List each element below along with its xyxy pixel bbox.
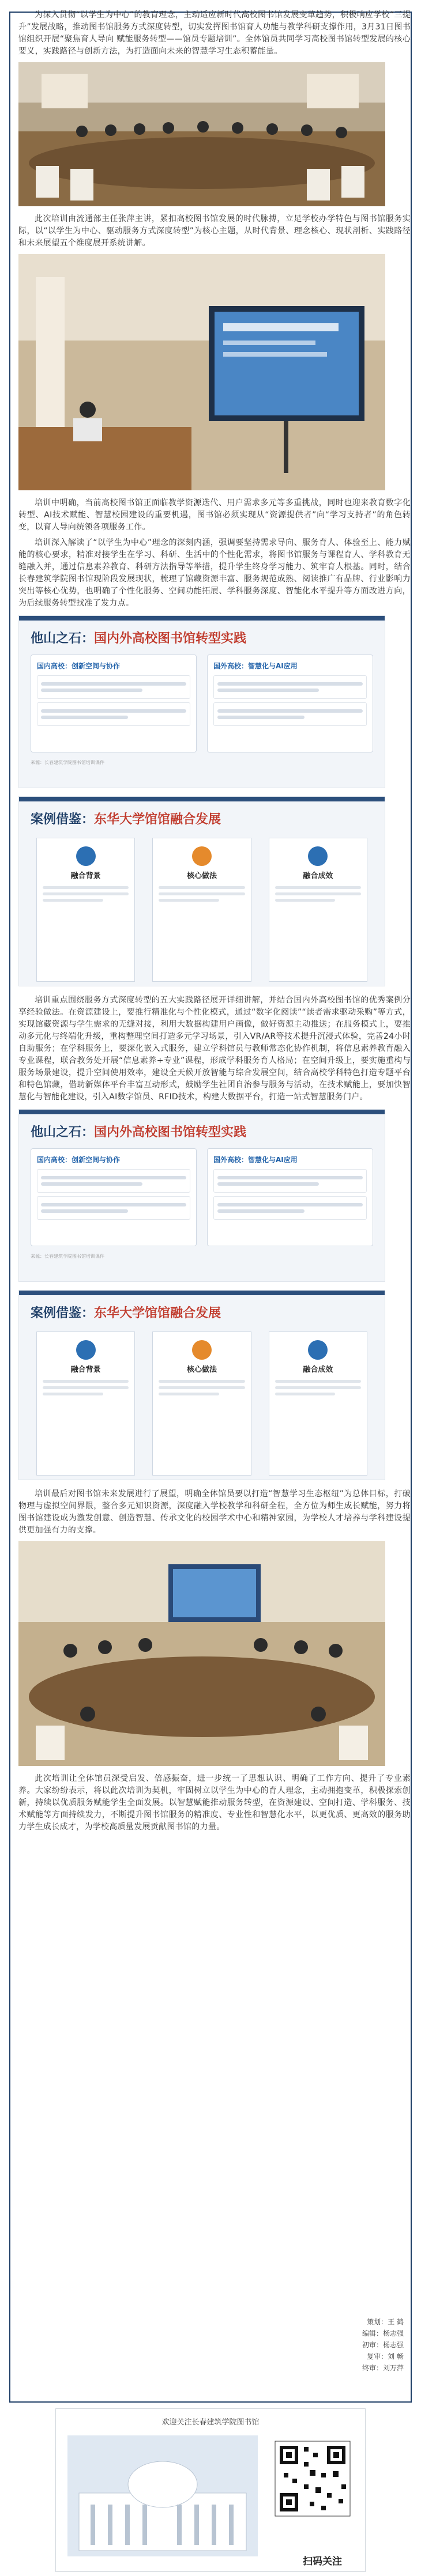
paragraph-summary: 此次培训让全体馆员深受启发、倍感振奋，进一步统一了思想认识、明确了工作方向、提升了专业素养。大家纷纷表示，将以此次培训为契机，牢固树立以学生为中心的育人理念，主动拥抱变革，积极探索创新，持续以优质服务赋能学生全面发展。以智慧赋能推动服务转型，在资源建设、空间打造、学科服务、技术赋能等方面持续发力，不断提升图书馆服务的精准度、专业性和智慧化水平，以更优质、更高效的服务助力学生成长成才，为学校高质量发展贡献图书馆的力量。 [18, 1774, 411, 1832]
card-box [213, 1196, 367, 1220]
card-foreign [207, 655, 373, 752]
follow-card [55, 2408, 366, 2572]
slide-bar [19, 1291, 385, 1295]
slide-title-main: 东华大学馆馆融合发展 [94, 1306, 221, 1321]
credits-block [362, 2316, 404, 2374]
card-box [213, 702, 367, 726]
result-icon [308, 1340, 328, 1360]
slide-columns [19, 1145, 385, 1253]
slide-title-main: 东华大学馆馆融合发展 [94, 812, 221, 827]
card-box [213, 675, 367, 699]
slide-footer: 来源：长春建筑学院图书馆培训课件 [31, 1254, 104, 1259]
method-icon [192, 1340, 212, 1360]
method-icon [192, 846, 212, 866]
slide-case-1 [18, 796, 385, 986]
credit-line: 编辑：杨志强 [362, 2329, 404, 2337]
credit-line: 终审：刘万萍 [362, 2364, 404, 2372]
follow-text: 欢迎关注长春建筑学院图书馆 [161, 2418, 260, 2427]
case-card-title: 融合成效 [303, 872, 333, 880]
slide-case-cards [19, 832, 385, 992]
slide-case-cards [19, 1326, 385, 1486]
slide-case-2 [18, 1290, 385, 1480]
paragraph-intro: 为深入贯彻“以学生为中心”的教育理念，主动适应新时代高校图书馆发展变革趋势，积极响应学校“三提升”发展战略，推动图书馆服务方式深度转型，切实发挥图书馆育人功能与教学科研支撑作用，3月31日图书馆组织开展“聚焦育人导向 赋能服务转型——馆员专题培训”。全体馆员共同学习高校图书馆转型发展的核心要义，实践路径与创新方法，为打造面向未来的智慧学习生态积蓄能量。 [18, 10, 411, 56]
card-box [213, 1169, 367, 1193]
case-card-method [152, 838, 251, 982]
slide-columns [19, 651, 385, 759]
group-meeting-image [18, 1541, 385, 1766]
card-domestic-title: 国内高校：创新空间与协作 [37, 1156, 121, 1164]
paragraph-paths: 培训重点围绕服务方式深度转型的五大实践路径展开详细讲解，并结合国内外高校图书馆的优秀案例分享经验做法。在资源建设上，要推行精准化与个性化模式，通过“数字化阅读”“读者需求驱动采购”等方式，实现馆藏资源与学生需求的无缝对接，利用大数据构建用户画像，做好资源主动推送；在服务模式上，要推动多元化与终端化升级，重构整理空间打造多元学习场景，引入VR/AR等技术提升沉浸式体验，完善24小时自助服务；在学科服务上，要深化嵌入式服务，建立学科馆员与教师常态化协作机制，将信息素养教育融入专业课程，联合教务处开展“信息素养+专业”课程，形成学科服务育人格局；在空间升级上，要实施重构与服务场景建设，提升空间使用效率，建设全天候开放智能与综合发展空间，结合高校学科特色打造专题平台和特色馆藏，借助新媒体平台丰富互动形式，鼓励学生社团自治参与服务与活动，在技术赋能上，要加快智慧化与智能化建设，引入AI数字馆员、RFID技术，构建大数据平台，打造一站式智慧服务门户。 [18, 996, 411, 1102]
slide-title [19, 621, 385, 651]
slide-bar [19, 797, 385, 801]
qr-code-icon[interactable] [275, 2441, 350, 2516]
card-domestic [31, 1148, 197, 1246]
case-card-title: 融合背景 [70, 872, 101, 880]
slide-footer: 来源：长春建筑学院图书馆培训课件 [31, 760, 104, 765]
meeting-room-image [18, 62, 385, 206]
slide-title-main: 国内外高校图书馆转型实践 [94, 631, 247, 646]
case-card-result [269, 838, 367, 982]
case-card-title: 核心做法 [186, 1365, 217, 1374]
background-icon [76, 1340, 96, 1360]
slide-title-prefix: 案例借鉴： [31, 812, 95, 827]
slide-practice-1 [18, 615, 385, 788]
paragraph-challenges: 培训中明确，当前高校图书馆正面临教学资源迭代、用户需求多元等多重挑战，同时也迎来教育数字化转型、AI技术赋能、智慧校园建设的重要机遇，图书馆必须实现从“资源提供者”向“学习支持者”的角色转变，以育人导向统领各项服务工作。 [18, 498, 411, 532]
library-building-image [56, 2430, 366, 2568]
slide-title-prefix: 他山之石： [31, 1125, 95, 1140]
case-card-title: 核心做法 [186, 872, 217, 880]
card-foreign-title: 国外高校：智慧化与AI应用 [213, 1156, 298, 1164]
card-box [37, 702, 190, 726]
case-card-background [36, 838, 135, 982]
credit-line: 初审：杨志强 [362, 2341, 404, 2349]
slide-bar [19, 1110, 385, 1114]
lecture-screen-image [18, 254, 385, 490]
credit-line: 复审：刘 畅 [367, 2352, 404, 2361]
scan-follow-label: 扫码关注 [303, 2556, 342, 2567]
card-domestic-title: 国内高校：创新空间与协作 [37, 662, 121, 670]
paragraph-speaker: 此次培训由流通部主任张萍主讲，紧扣高校图书馆发展的时代脉搏，立足学校办学特色与图书馆服务实际，以“以学生为中心、驱动服务方式深度转型”为核心主题，从时代背景、理念核心、现状剖析、实践路径和未来展望五个维度展开系统讲解。 [18, 214, 411, 248]
case-card-title: 融合成效 [303, 1365, 333, 1374]
slide-title-prefix: 案例借鉴： [31, 1306, 95, 1321]
slide-title [19, 1295, 385, 1326]
case-card-result [269, 1331, 367, 1476]
meeting-photo-2 [18, 254, 385, 490]
card-domestic [31, 655, 197, 752]
meeting-photo-3 [18, 1541, 385, 1766]
credit-line: 策划：王 鹤 [367, 2318, 404, 2326]
result-icon [308, 846, 328, 866]
article-body [18, 9, 411, 1837]
case-card-title: 融合背景 [70, 1365, 101, 1374]
slide-title [19, 801, 385, 832]
slide-title-prefix: 他山之石： [31, 631, 95, 646]
card-foreign-title: 国外高校：智慧化与AI应用 [213, 662, 298, 670]
card-box [37, 1169, 190, 1193]
slide-title [19, 1114, 385, 1145]
card-box [37, 1196, 190, 1220]
slide-title-main: 国内外高校图书馆转型实践 [94, 1125, 247, 1140]
case-card-background [36, 1331, 135, 1476]
meeting-photo-1 [18, 62, 385, 206]
slide-bar [19, 616, 385, 621]
slide-practice-2 [18, 1109, 385, 1282]
card-foreign [207, 1148, 373, 1246]
card-box [37, 675, 190, 699]
case-card-method [152, 1331, 251, 1476]
paragraph-outlook: 培训最后对图书馆未来发展进行了展望，明确全体馆员要以打造“智慧学习生态枢纽”为总体目标，打破物理与虚拟空间界限，整合多元知识资源，深度融入学校教学和科研全程，全方位为师生成长赋能，努力将图书馆建设成为激发创意、创造智慧、传承文化的校园学术中心和精神家园，为学校人才培养与学科建设提供更加强有力的支撑。 [18, 1489, 411, 1535]
paragraph-concept: 培训深入解读了“以学生为中心”理念的深刻内涵，强调要坚持需求导向、服务育人、体验至上、能力赋能的核心要求，精准对接学生在学习、科研、生活中的个性化需求，将图书馆服务与课程育人、学科教育无缝融入并，通过信息素养教育、科研方法指导等举措，提升学生终身学习能力、筑牢育人根基。同时，结合长春建筑学院图书馆现阶段发展现状，梳理了馆藏资源丰富、服务规范成熟、阅读推广有品牌、行业影响力突出等核心优势，也明确了个性化服务、空间功能拓展、学科服务深度、智能化水平提升等方面改进方向，为后续服务转型找准了发力点。 [18, 538, 411, 608]
background-icon [76, 846, 96, 866]
